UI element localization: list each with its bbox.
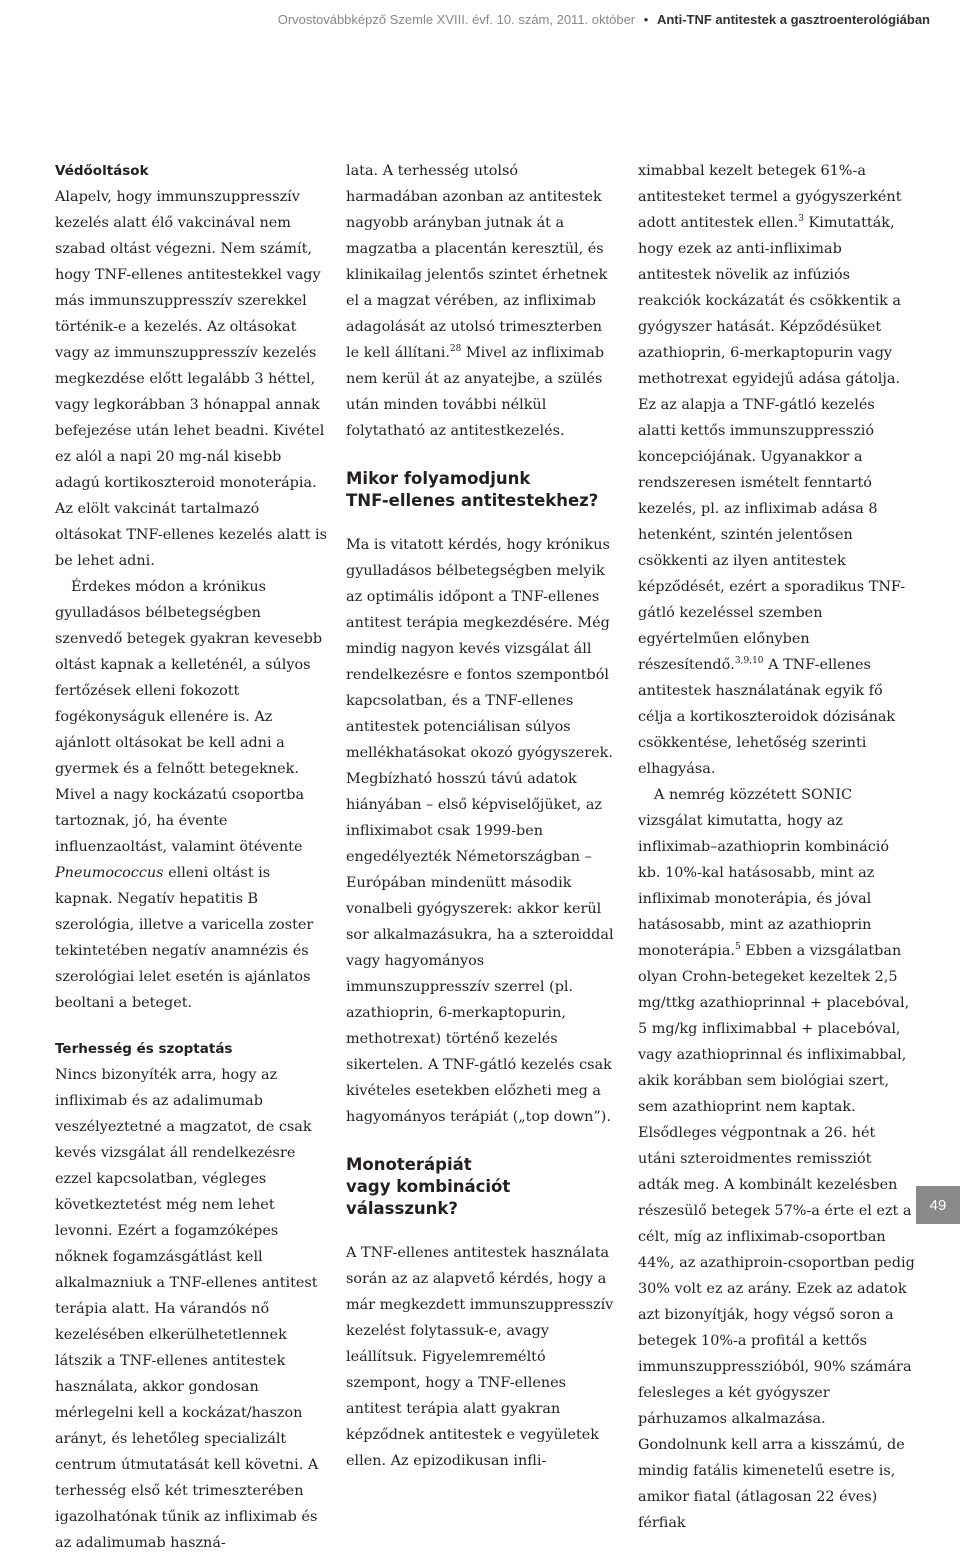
paragraph: lata. A terhesség utolsó harmadában azonban az antitestek nagyobb arányban jutnak át a magzatba a placentán keresztül, és klinikailag jelentős szintet érhetnek el a magzat vérében, az infliximab adagolását az utolsó trimeszterben le kell állítani.$^{28}$ Mivel az infliximab nem kerül át az anyatejbe, a szülés után minden további nélkül folytatható az antitestkezelés. [346, 163, 608, 439]
paragraph: A TNF-ellenes antitestek használata során az az alapvető kérdés, hogy a már megkezdett immunszuppresszív kezelést folytassuk-e, avagy leállítsuk. Figyelemreméltó szempont, hogy a TNF-ellenes antitest terápia alatt gyakran képződnek antitestek e vegyületek ellen. Az epizodikusan infli- [346, 1245, 614, 1469]
column-2 [346, 158, 614, 1474]
reference-superscript: 3,9,10 [734, 656, 764, 667]
reference-superscript: 5 [734, 942, 741, 953]
paragraph: Ma is vitatott kérdés, hogy krónikus gyulladásos bélbetegségben melyik az optimális időpont a TNF-ellenes antitest terápia megkezdésére. Még mindig nagyon kevés vizsgálat áll rendelkezésre e fontos szempontból kapcsolatban, és a TNF-ellenes antitestek potenciálisan súlyos mellékhatásokat okozó gyógyszerek. Megbízható hosszú távú adatok hiányában – első képviselőjüket, az infliximabot csak 1999-ben engedélyezték Németországban – Európában mindenütt második vonalbeli gyógyszerek: akkor kerül sor alkalmazásukra, ha a szteroiddal vagy hagyományos immunszuppresszív szerrel (pl. azathioprin, 6-merkaptopurin, methotrexat) történő kezelés sikertelen. A TNF-gátló kezelés csak kivételes esetekben előzheti meg a hagyományos terápiát („top down”). [346, 537, 614, 1125]
paragraph: Érdekes módon a krónikus gyulladásos bélbetegségben szenvedő betegek gyakran kevesebb oltást kapnak a kelleténél, a súlyos fertőzések elleni fokozott fogékonyságuk ellenére is. Az ajánlott oltásokat be kell adni a gyermek és a felnőtt betegeknek. Mivel a nagy kockázatú csoportba tartoznak, jó, ha évente influenzaoltást, valamint ötévente Pneumococcus elleni oltást is kapnak. Negatív hepatitis B szerológia, illetve a varicella zoster tekintetében negatív anamnézis és szerológiai lelet esetén is ajánlatos beoltani a beteget. [55, 579, 323, 1011]
column-1 [55, 158, 327, 1556]
reference-superscript: 3 [798, 214, 804, 225]
page-number: 49 [916, 1186, 960, 1224]
paragraph: A nemrég közzétett SONIC vizsgálat kimutatta, hogy az infliximab–azathioprin kombináció kb. 10%-kal hatásosabb, mint az infliximab monoterápia, és jóval hatásosabb, mint az azathioprin monoterápia.$^5$ Ebben a vizsgálatban olyan Crohn-betegeket kezeltek 2,5 mg/ttkg azathioprinnal + placebóval, 5 mg/kg infliximabbal + placebóval, vagy azathioprinnal és infliximabbal, akik korábban sem biológiai szert, sem azathioprint nem kaptak. Elsődleges végpontnak a 26. hét utáni szteroidmentes remissziót adták meg. A kombinált kezelésben részesülő betegek 57%-a érte el ezt a célt, míg az infliximab-csoportban 44%, az azathiproin-csoportban pedig 30% volt ez az arány. Ezek az adatok azt bizonyítják, hogy végső soron a betegek 10%-a profitál a kettős immunszuppresszióból, 90% számára felesleges a két gyógyszer párhuzamos alkalmazása. Gondolnunk kell arra a kisszámú, de mindig fatális kimenetelű esetre is, amikor fiatal (átlagosan 22 éves) férfiak [638, 787, 915, 1531]
paragraph: Alapelv, hogy immunszuppresszív kezelés alatt élő vakcinával nem szabad oltást végezni. Nem számít, hogy TNF-ellenes antitestekkel vagy más immunszuppresszív szerekkel történik-e a kezelés. Az oltásokat vagy az immunszuppresszív kezelés megkezdése előtt legalább 3 héttel, vagy legkorábban 3 hónappal annak befejezése után lehet beadni. Kivétel ez alól a napi 20 mg-nál kisebb adagú kortikoszteroid monoterápia. Az elölt vakcinát tartalmazó oltásokat TNF-ellenes kezelés alatt is be lehet adni. [55, 189, 328, 569]
section-heading-pregnancy: Terhesség és szoptatás [55, 1041, 233, 1057]
article-topic: Anti-TNF antitestek a gasztroenterológiában [656, 12, 930, 27]
reference-superscript: 28 [449, 344, 462, 355]
bullet-separator: • [643, 12, 649, 27]
section-heading-mono-or-combo: Monoterápiát vagy kombinációt válasszunk? [346, 1155, 511, 1218]
paragraph: Nincs bizonyíték arra, hogy az infliximab és az adalimumab veszélyeztetné a magzatot, de csak kevés vizsgálat áll rendelkezésre ezzel kapcsolatban, végleges következtetést még nem lehet levonni. Ezért a fogamzóképes nőknek fogamzásgátlást kell alkalmazniuk a TNF-ellenes antitest terápia alatt. Ha várandós nő kezelésében elkerülhetetlennek látszik a TNF-ellenes antitestek használata, akkor gondosan mérlegelni kell a kockázat/haszon arányt, és lehetőleg specializált centrum útmutatását kell követni. A terhesség első két trimeszterében igazolhatónak tűnik az infliximab és az adalimumab haszná- [55, 1067, 319, 1551]
journal-citation: Orvostovábbképző Szemle XVIII. évf. 10. szám, 2011. október [277, 12, 636, 27]
section-heading-when: Mikor folyamodjunk TNF-ellenes antitestekhez? [346, 469, 599, 510]
paragraph: ximabbal kezelt betegek 61%-a antitesteket termel a gyógyszerként adott antitestek ellen.$^3$ Kimutatták, hogy ezek az anti-infliximab antitestek növelik az infúziós reakciók kockázatát és csökkentik a gyógyszer hatását. Képződésüket azathioprin, 6-merkaptopurin vagy methotrexat egyidejű adása gátolja. Ez az alapja a TNF-gátló kezelés alatti kettős immunszuppresszió koncepciójának. Ugyanakkor a rendszeresen ismételt fenntartó kezelés, pl. az infliximab adása 8 hetenként, szintén jelentősen csökkenti az ilyen antitestek képződését, ezért a sporadikus TNF-gátló kezeléssel szemben egyértelműen előnyben részesítendő.$^{3,9,10}$ A TNF-ellenes antitestek használatának egyik fő célja a kortikoszteroidok dózisának csökkentése, lehetőség szerinti elhagyása. [638, 163, 906, 777]
running-header [0, 12, 930, 27]
section-heading-vaccinations: Védőoltások [55, 163, 149, 179]
column-3 [638, 158, 916, 1536]
